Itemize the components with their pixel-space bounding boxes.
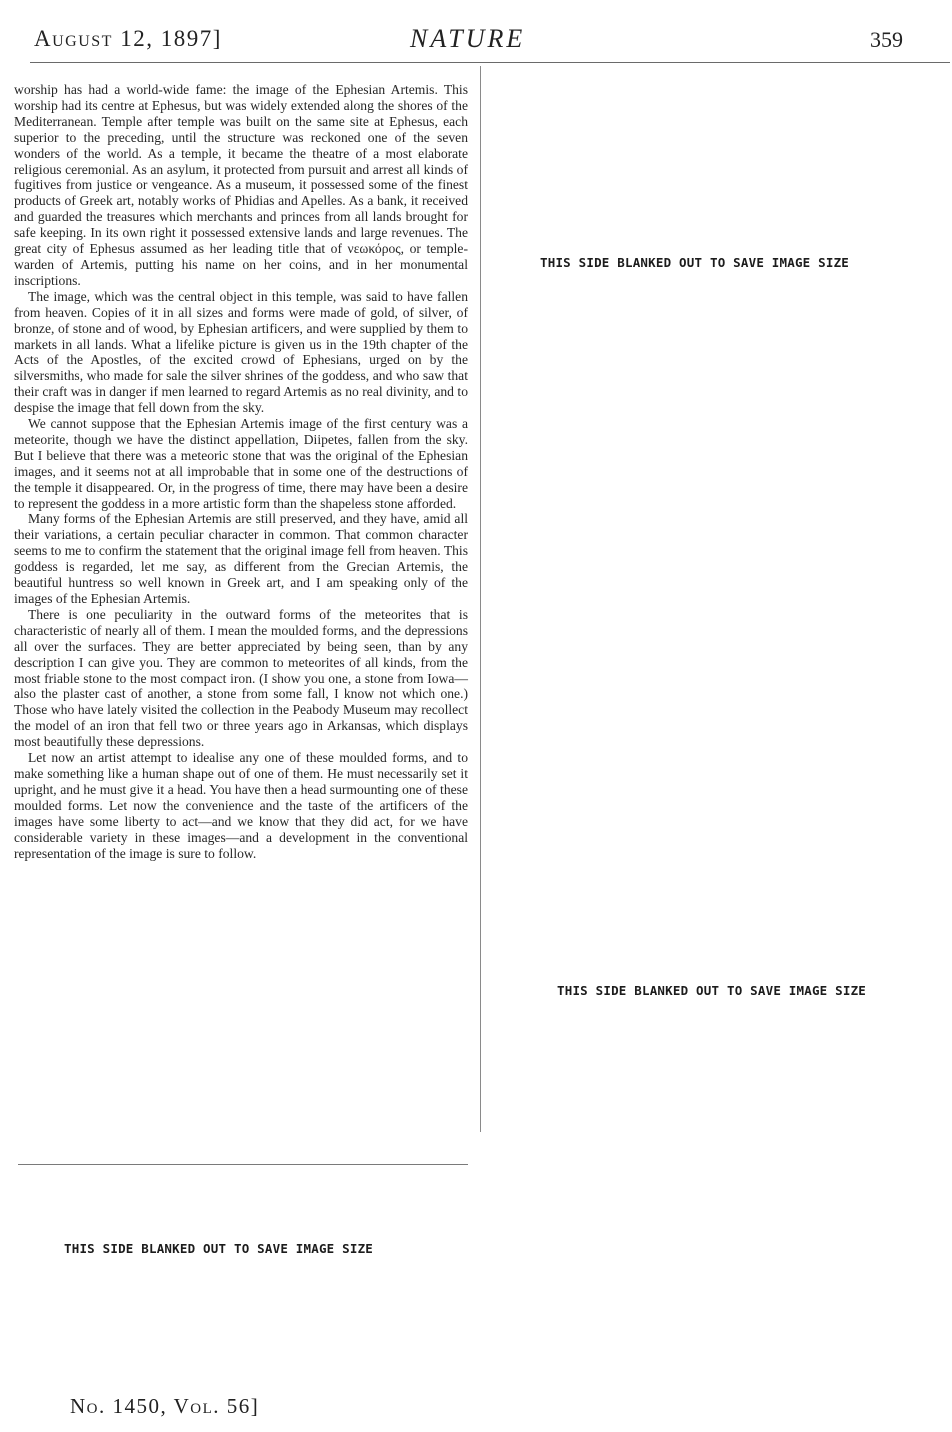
article-column bbox=[14, 82, 468, 861]
article-paragraph: There is one peculiarity in the outward forms of the meteorites that is characteristic of nearly all of them. I mean the moulded forms, and the depressions all over the surfaces. They are better appreciated by being seen, than by any description I can give you. They are common to meteorites of all kinds, from the most friable stone to the most compact iron. (I show you one, a stone from Iowa—also the plaster cast of another, a stone from some fall, I know not which one.) Those who have lately visited the collection in the Peabody Museum may recollect the model of an iron that fell two or three years ago in Arkansas, which displays most beautifully these depressions. bbox=[14, 606, 468, 750]
article-paragraph: Many forms of the Ephesian Artemis are still preserved, and they have, amid all their variations, a certain peculiar character in common. That common character seems to me to confirm the statement that the original image fell from heaven. This goddess is regarded, let me say, as different from the Grecian Artemis, the beautiful huntress so well known in Greek art, and I am speaking only of the images of the Ephesian Artemis. bbox=[14, 511, 468, 606]
blanked-notice: THIS SIDE BLANKED OUT TO SAVE IMAGE SIZE bbox=[557, 983, 867, 998]
issue-footer: No. 1450, Vol. 56] bbox=[70, 1394, 260, 1418]
header-date: August 12, 1897] bbox=[34, 26, 222, 51]
blanked-notice: THIS SIDE BLANKED OUT TO SAVE IMAGE SIZE bbox=[64, 1241, 374, 1256]
blanked-notice: THIS SIDE BLANKED OUT TO SAVE IMAGE SIZE bbox=[540, 255, 850, 270]
article-paragraph: Let now an artist attempt to idealise any one of these moulded forms, and to make something like a human shape out of one of them. He must necessarily set it upright, and he must give it a head. You have then a head surmounting one of these moulded forms. Let now the convenience and the taste of the artificers of the images have some liberty to act—and we know that they did act, for we have considerable variety in these images—and a development in the conventional representation of the image is sure to follow. bbox=[14, 750, 468, 861]
article-paragraph: worship has had a world-wide fame: the image of the Ephesian Artemis. This worship had its centre at Ephesus, but was widely extended along the shores of the Mediterranean. Temple after temple was built on the same site at Ephesus, each superior to the preceding, until the structure was reckoned one of the seven wonders of the world. As a temple, it became the theatre of a most elaborate religious ceremonial. As an asylum, it protected from pursuit and arrest all kinds of fugitives from justice or vengeance. As a museum, it possessed some of the finest products of Greek art, notably works of Phidias and Apelles. As a bank, it received and guarded the treasures which merchants and princes from all lands brought for safe keeping. In its own right it possessed extensive lands and large revenues. The great city of Ephesus assumed as her leading title that of νεωκόρος, or temple-warden of Artemis, putting his name on her coins, and in her monumental inscriptions. bbox=[14, 82, 468, 288]
article-paragraph: The image, which was the central object in this temple, was said to have fallen from heaven. Copies of it in all sizes and forms were made of gold, of silver, of bronze, of stone and of wood, by Ephesian artificers, and were supplied by them to markets in all lands. What a lifelike picture is given us in the 19th chapter of the Acts of the Apostles, of the excited crowd of Ephesians, urged on by the silversmiths, who made for sale the silver shrines of the goddess, and who saw that their craft was in danger if men learned to regard Artemis as no real divinity, and to despise the image that fell down from the sky. bbox=[14, 288, 468, 416]
page-number: 359 bbox=[870, 27, 903, 52]
column-end-rule bbox=[18, 1164, 468, 1165]
article-paragraph: We cannot suppose that the Ephesian Artemis image of the first century was a meteorite, though we have the distinct appellation, Diipetes, fallen from the sky. But I believe that there was a meteoric stone that was the original of the Ephesian images, and it seems not at all improbable that in some one of the destructions of the temple it disappeared. Or, in the progress of time, there may have been a desire to represent the goddess in a more artistic form than the shapeless stone afforded. bbox=[14, 416, 468, 511]
column-divider bbox=[480, 66, 481, 1132]
header-rule bbox=[30, 62, 950, 63]
journal-title: NATURE bbox=[410, 24, 526, 53]
